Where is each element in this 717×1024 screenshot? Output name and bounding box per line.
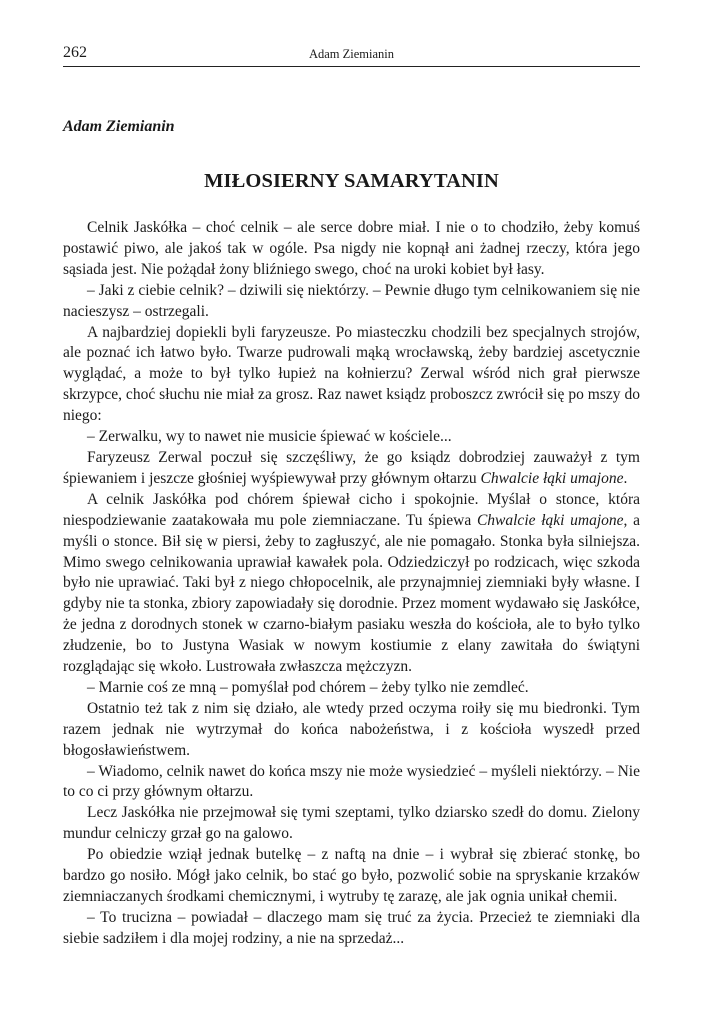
story-title: MIŁOSIERNY SAMARYTANIN [204,170,499,192]
paragraph: Ostatnio też tak z nim się działo, ale wtedy przed oczyma roiły się mu biedronki. Tym razem jednak nie wytrzymał do końca nabożeństwa, i z kościoła wyszedł przed błogosławieństwem. [63,699,640,759]
paragraph: – Jaki z ciebie celnik? – dziwili się niektórzy. – Pewnie długo tym celnikowaniem się nie nacieszysz – ostrzegali. [63,281,640,320]
italic-song-title: Chwalcie łąki umajone [476,511,624,529]
paragraph: – Marnie coś ze mną – pomyślał pod chórem – żeby tylko nie zemdleć. [87,678,529,696]
running-head: Adam Ziemianin [308,47,395,61]
page-header [63,44,640,67]
paragraph: – Zerwalku, wy to nawet nie musicie śpiewać w kościele... [87,428,452,446]
paragraph: A najbardziej dopiekli byli faryzeusze. Po miasteczku chodzili bez specjalnych strojów, ale poznać ich łatwo było. Twarze pudrowali mąką wrocławską, żeby bardziej ascetycznie wyglądać, a może to był tylko łupież na kołnierzu? Zerwal wśród nich grał pierwsze skrzypce, choć słuchu nie miał za grosz. Raz nawet ksiądz proboszcz zwrócił się po mszy do niego: [63,323,640,425]
page-number: 262 [63,44,87,61]
paragraph: A celnik Jaskółka pod chórem śpiewał cicho i spokojnie. Myślał o stonce, która niespodziewanie zaatakowała mu pole ziemniaczane. Tu śpiewa Chwalcie łąki umajone, a myśli o stonce. Bił się w piersi, żeby to zagłuszyć, ale nie pomagało. Stonka była silniejsza. Mimo swego celnikowania uprawiał kawałek pola. Odziedziczył po rodzicach, więc szkoda było nie uprawiać. Taki był z niego chłopocelnik, ale przynajmniej ziemniaki były własne. I gdyby nie ta stonka, zbiory zapowiadały się dorodnie. Przez moment wydawało się Jaskółce, że jedna z dorodnych stonek w czarno-białym pasiaku weszła do kościoła, ale to było tylko złudzenie, bo to Justyna Wasiak w nowym kostiumie z elany zawitała do świątyni rozglądając się wkoło. Lustrowała zwłaszcza mężczyzn. [63,490,641,676]
story-body [63,218,640,950]
paragraph: Celnik Jaskółka – choć celnik – ale serce dobre miał. I nie o to chodziło, żeby komuś postawić piwo, ale jakoś tak w ogóle. Psa nigdy nie kopnął ani żadnej rzeczy, która jego sąsiada jest. Nie pożądał żony bliźniego swego, choć na uroki kobiet był łasy. [63,219,640,278]
italic-song-title: Chwalcie łąki umajone [480,469,624,487]
paragraph: Po obiedzie wziął jednak butelkę – z naftą na dnie – i wybrał się zbierać stonkę, bo bardzo go nosiło. Mógł jako celnik, bo stać go było, pozwolić sobie na spryskanie krzaków ziemniaczanych środkami chemicznymi, i wytruby tę zarazę, ale jak ognia unikał chemii. [63,846,640,905]
paragraph: Lecz Jaskółka nie przejmował się tymi szeptami, tylko dziarsko szedł do domu. Zielony mundur celniczy grzał go na galowo. [63,804,640,843]
paragraph: Faryzeusz Zerwal poczuł się szczęśliwy, że go ksiądz dobrodziej zauważył z tym śpiewaniem i jeszcze głośniej wyśpiewywał przy głównym ołtarzu Chwalcie łąki umajone. [63,448,640,487]
author-name: Adam Ziemianin [63,118,175,135]
paragraph: – Wiadomo, celnik nawet do końca mszy nie może wysiedzieć – myśleli niektórzy. – Nie to co ci przy głównym ołtarzu. [63,762,640,801]
paragraph: – To trucizna – powiadał – dlaczego mam się truć za życia. Przecież te ziemniaki dla siebie sadziłem i dla mojej rodziny, a nie na sprzedaż... [63,908,640,947]
